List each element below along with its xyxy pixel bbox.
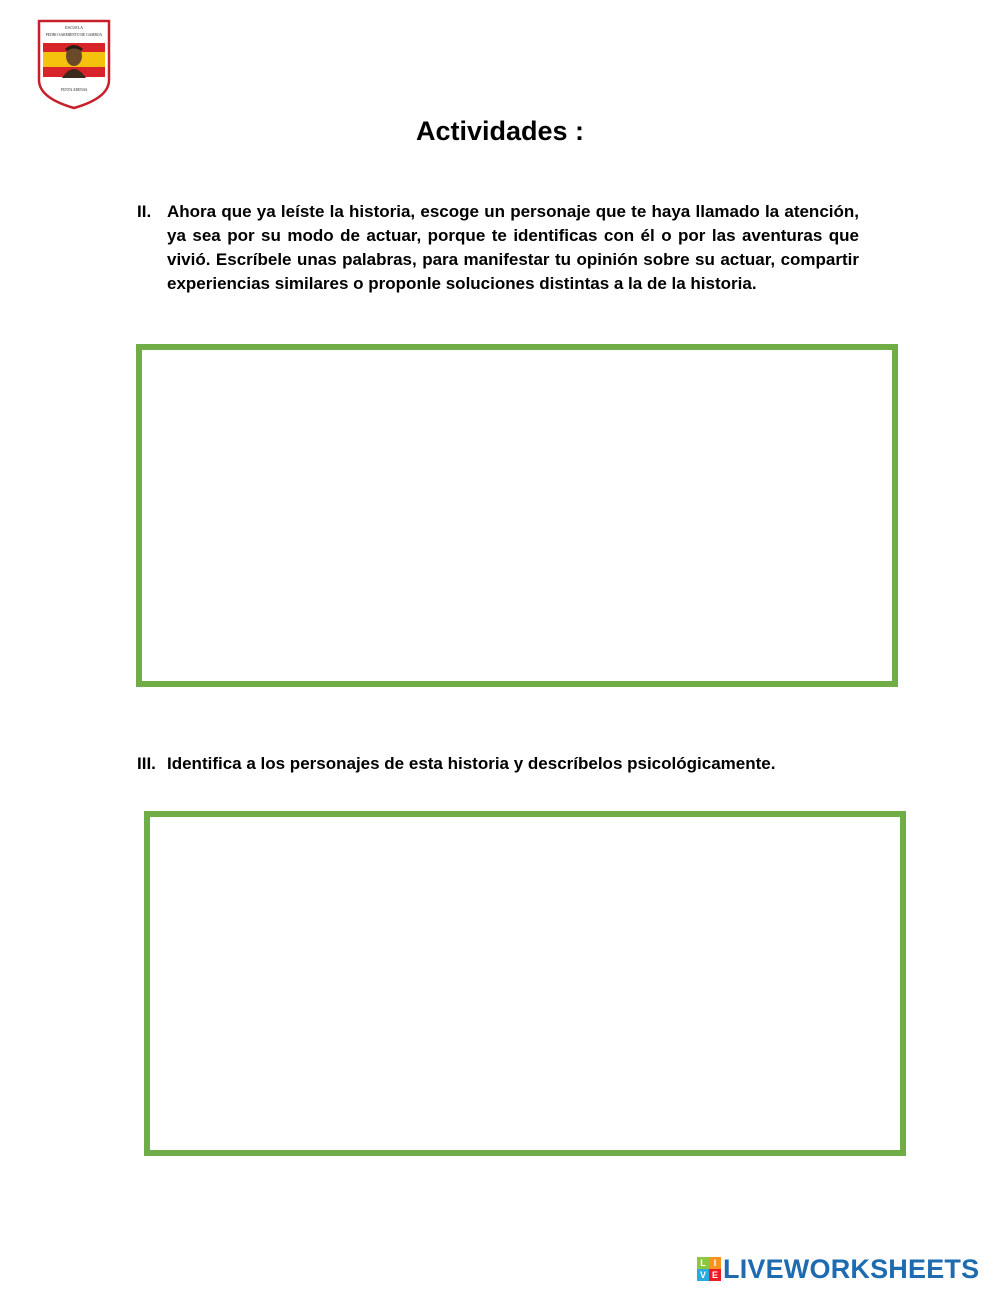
svg-text:ESCUELA: ESCUELA — [65, 25, 83, 30]
svg-text:PUNTA ARENAS: PUNTA ARENAS — [60, 88, 88, 92]
question-text: Ahora que ya leíste la historia, escoge un personaje que te haya llamado la atención, ya sea por su modo de actuar, porque te identificas con él o por las aventuras que vivió. Escríbele unas palabras, para manifestar tu opinión sobre su actuar, compartir experiencias similares o proponle soluciones distintas a la de la historia. — [167, 202, 859, 293]
svg-text:PEDRO SARMIENTO DE GAMBOA: PEDRO SARMIENTO DE GAMBOA — [45, 33, 103, 37]
school-crest-logo — [36, 18, 112, 110]
badge-letter: L — [697, 1257, 709, 1269]
liveworksheets-logo — [697, 1254, 979, 1284]
live-badge-icon — [697, 1257, 721, 1281]
answer-box-question-2[interactable] — [136, 344, 898, 687]
question-number: III. — [137, 754, 156, 773]
question-number: II. — [137, 202, 152, 221]
brand-name: LIVEWORKSHEETS — [723, 1253, 980, 1284]
question-text: Identifica a los personajes de esta historia y descríbelos psicológicamente. — [167, 754, 776, 773]
page-title: Actividades : — [415, 116, 585, 146]
badge-letter: V — [697, 1269, 709, 1281]
badge-letter: E — [709, 1269, 721, 1281]
badge-letter: I — [709, 1257, 721, 1269]
answer-box-question-3[interactable] — [144, 811, 906, 1156]
